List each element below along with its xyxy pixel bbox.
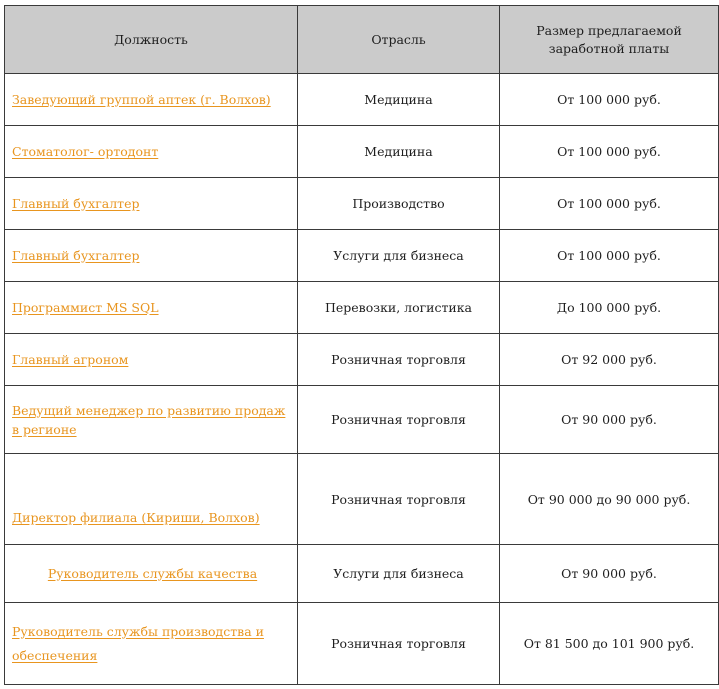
position-cell xyxy=(5,282,298,334)
header-industry: Отрасль xyxy=(298,6,500,74)
job-title-link[interactable]: Директор филиала (Кириши, Волхов) xyxy=(12,510,260,525)
header-position: Должность xyxy=(5,6,298,74)
job-title-link[interactable]: Заведующий группой аптек (г. Волхов) xyxy=(12,91,271,107)
job-title-link[interactable]: Руководитель службы качества xyxy=(47,565,258,581)
industry-cell: Розничная торговля xyxy=(298,603,500,685)
position-cell xyxy=(5,230,298,282)
salary-cell: От 90 000 до 90 000 руб. xyxy=(500,454,719,545)
header-salary: Размер предлагаемой заработной платы xyxy=(500,6,719,74)
table-row xyxy=(5,545,719,603)
vacancies-table xyxy=(4,5,719,685)
position-cell xyxy=(5,74,298,126)
table-row xyxy=(5,178,719,230)
salary-cell: От 92 000 руб. xyxy=(500,334,719,386)
table-row xyxy=(5,282,719,334)
industry-cell: Медицина xyxy=(298,126,500,178)
salary-cell: От 81 500 до 101 900 руб. xyxy=(500,603,719,685)
industry-cell: Медицина xyxy=(298,74,500,126)
table-row xyxy=(5,386,719,454)
header-row xyxy=(5,6,719,74)
job-title-link[interactable]: Программист MS SQL xyxy=(12,299,159,315)
table-row xyxy=(5,334,719,386)
industry-cell: Перевозки, логистика xyxy=(298,282,500,334)
salary-cell: От 90 000 руб. xyxy=(500,545,719,603)
salary-cell: От 100 000 руб. xyxy=(500,178,719,230)
job-title-link[interactable]: Ведущий менеджер по развитию продаж в регионе xyxy=(12,402,286,437)
industry-cell: Розничная торговля xyxy=(298,386,500,454)
table-row xyxy=(5,74,719,126)
industry-cell: Услуги для бизнеса xyxy=(298,230,500,282)
position-cell xyxy=(5,454,298,545)
position-cell xyxy=(5,545,298,603)
salary-cell: До 100 000 руб. xyxy=(500,282,719,334)
position-cell xyxy=(5,126,298,178)
job-title-link[interactable]: Стоматолог- ортодонт xyxy=(12,143,159,159)
table-header xyxy=(5,6,719,74)
position-cell xyxy=(5,178,298,230)
job-title-link[interactable]: Главный бухгалтер xyxy=(12,247,140,263)
table-row xyxy=(5,126,719,178)
position-cell xyxy=(5,603,298,685)
salary-cell: От 100 000 руб. xyxy=(500,126,719,178)
table-row xyxy=(5,230,719,282)
salary-cell: От 90 000 руб. xyxy=(500,386,719,454)
job-title-link[interactable]: Главный агроном xyxy=(12,351,129,367)
industry-cell: Услуги для бизнеса xyxy=(298,545,500,603)
table-row xyxy=(5,454,719,545)
industry-cell: Розничная торговля xyxy=(298,454,500,545)
job-title-link[interactable]: Руководитель службы производства и обеспечения xyxy=(12,623,264,663)
table-body xyxy=(5,74,719,685)
position-cell xyxy=(5,386,298,454)
industry-cell: Розничная торговля xyxy=(298,334,500,386)
position-cell xyxy=(5,334,298,386)
salary-cell: От 100 000 руб. xyxy=(500,230,719,282)
table-row xyxy=(5,603,719,685)
job-title-link[interactable]: Главный бухгалтер xyxy=(12,195,140,211)
industry-cell: Производство xyxy=(298,178,500,230)
salary-cell: От 100 000 руб. xyxy=(500,74,719,126)
